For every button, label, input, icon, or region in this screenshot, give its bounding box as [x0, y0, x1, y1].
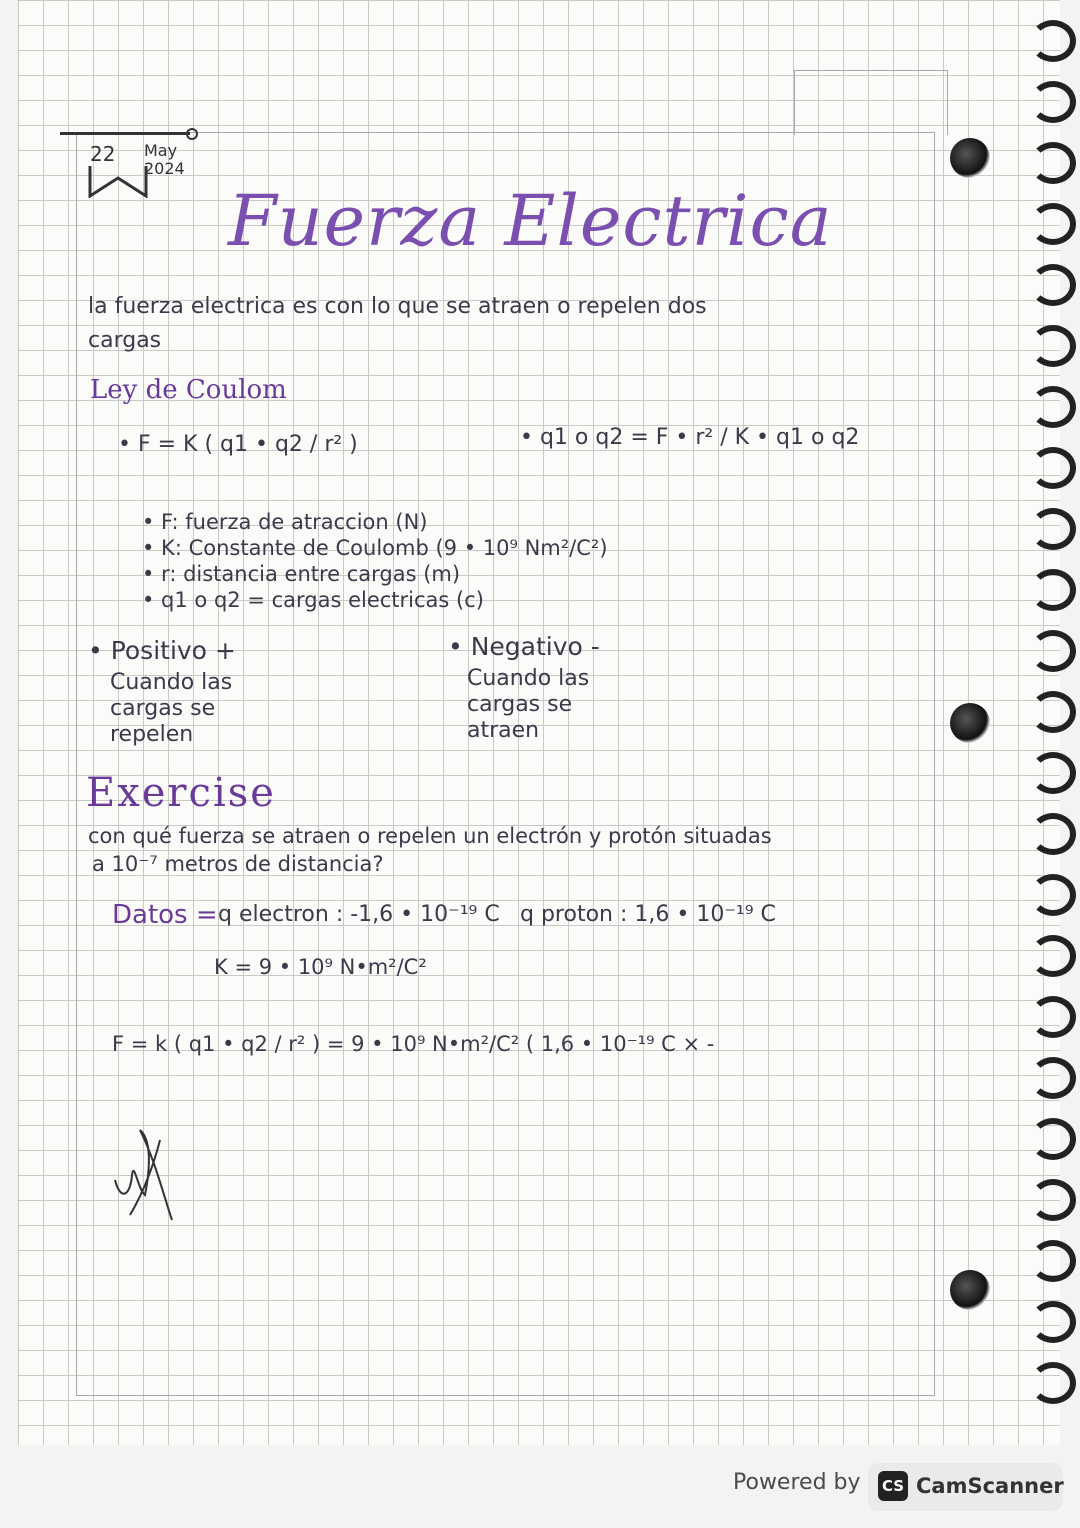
signature [110, 1120, 180, 1225]
spiral-coil [1030, 203, 1076, 245]
spiral-coil [1030, 1179, 1076, 1221]
spiral-coil [1030, 996, 1076, 1038]
spiral-coil [1030, 1301, 1076, 1343]
exercise-question-1: con qué fuerza se atraen o repelen un electrón y protón situadas [88, 824, 772, 848]
spiral-coil [1030, 1362, 1076, 1404]
date-day: 22 [90, 142, 116, 166]
exercise-heading: Exercise [86, 770, 276, 816]
spiral-coil [1030, 1240, 1076, 1282]
bookmark-flag-icon [88, 164, 148, 198]
spiral-coil [1030, 813, 1076, 855]
date-rule-dot [186, 128, 198, 140]
formula-coulomb: • F = K ( q1 • q2 / r² ) [118, 432, 358, 457]
datos-proton: q proton : 1,6 • 10⁻¹⁹ C [520, 902, 776, 927]
camscanner-logo-icon: CS [878, 1471, 908, 1501]
spiral-binding [1030, 0, 1080, 1445]
spiral-coil [1030, 386, 1076, 428]
spiral-coil [1030, 1118, 1076, 1160]
date-month: May [144, 141, 178, 160]
spiral-coil [1030, 874, 1076, 916]
definition-force: • F: fuerza de atraccion (N) [142, 510, 428, 534]
negative-line-2: cargas se [467, 692, 573, 717]
date-header [60, 132, 190, 192]
spiral-coil [1030, 325, 1076, 367]
solution-line: F = k ( q1 • q2 / r² ) = 9 • 10⁹ N•m²/C² ( 1,6 • 10⁻¹⁹ C × - [112, 1032, 715, 1056]
spiral-coil [1030, 20, 1076, 62]
negative-line-1: Cuando las [467, 666, 590, 691]
positive-line-2: cargas se [110, 696, 216, 721]
formula-charge: • q1 o q2 = F • r² / K • q1 o q2 [520, 425, 860, 450]
datos-k: K = 9 • 10⁹ N•m²/C² [214, 955, 427, 979]
positive-heading: • Positivo + [88, 636, 236, 665]
date-year: 2024 [144, 159, 185, 178]
definition-distance: • r: distancia entre cargas (m) [142, 562, 461, 586]
spiral-coil [1030, 81, 1076, 123]
date-rule [60, 132, 190, 135]
spiral-coil [1030, 508, 1076, 550]
page-frame [76, 132, 935, 1396]
spiral-coil [1030, 1057, 1076, 1099]
intro-line-1: la fuerza electrica es con lo que se atraen o repelen dos [88, 294, 707, 319]
definition-charges: • q1 o q2 = cargas electricas (c) [142, 588, 484, 612]
negative-line-3: atraen [467, 718, 540, 743]
camscanner-brand: CamScanner [916, 1474, 1064, 1498]
binder-hole [950, 703, 990, 743]
spiral-coil [1030, 264, 1076, 306]
spiral-coil [1030, 935, 1076, 977]
datos-label: Datos = [112, 900, 218, 930]
date-month-year [144, 142, 185, 178]
powered-by-text: Powered by [733, 1470, 861, 1495]
exercise-question-2: a 10⁻⁷ metros de distancia? [92, 852, 384, 876]
binder-hole [950, 138, 990, 178]
spiral-coil [1030, 752, 1076, 794]
definition-constant: • K: Constante de Coulomb (9 • 10⁹ Nm²/C²) [142, 536, 608, 560]
positive-line-1: Cuando las [110, 670, 233, 695]
page-title: Fuerza Electrica [228, 180, 833, 262]
spiral-coil [1030, 142, 1076, 184]
datos-electron: q electron : -1,6 • 10⁻¹⁹ C [218, 902, 500, 927]
binder-hole [950, 1270, 990, 1310]
spiral-coil [1030, 691, 1076, 733]
camscanner-badge [868, 1463, 1063, 1511]
tab-box [794, 70, 948, 135]
negative-heading: • Negativo - [448, 632, 600, 661]
spiral-coil [1030, 630, 1076, 672]
law-heading: Ley de Coulom [90, 375, 287, 405]
positive-line-3: repelen [110, 722, 194, 747]
spiral-coil [1030, 447, 1076, 489]
spiral-coil [1030, 569, 1076, 611]
intro-line-2: cargas [88, 328, 162, 353]
